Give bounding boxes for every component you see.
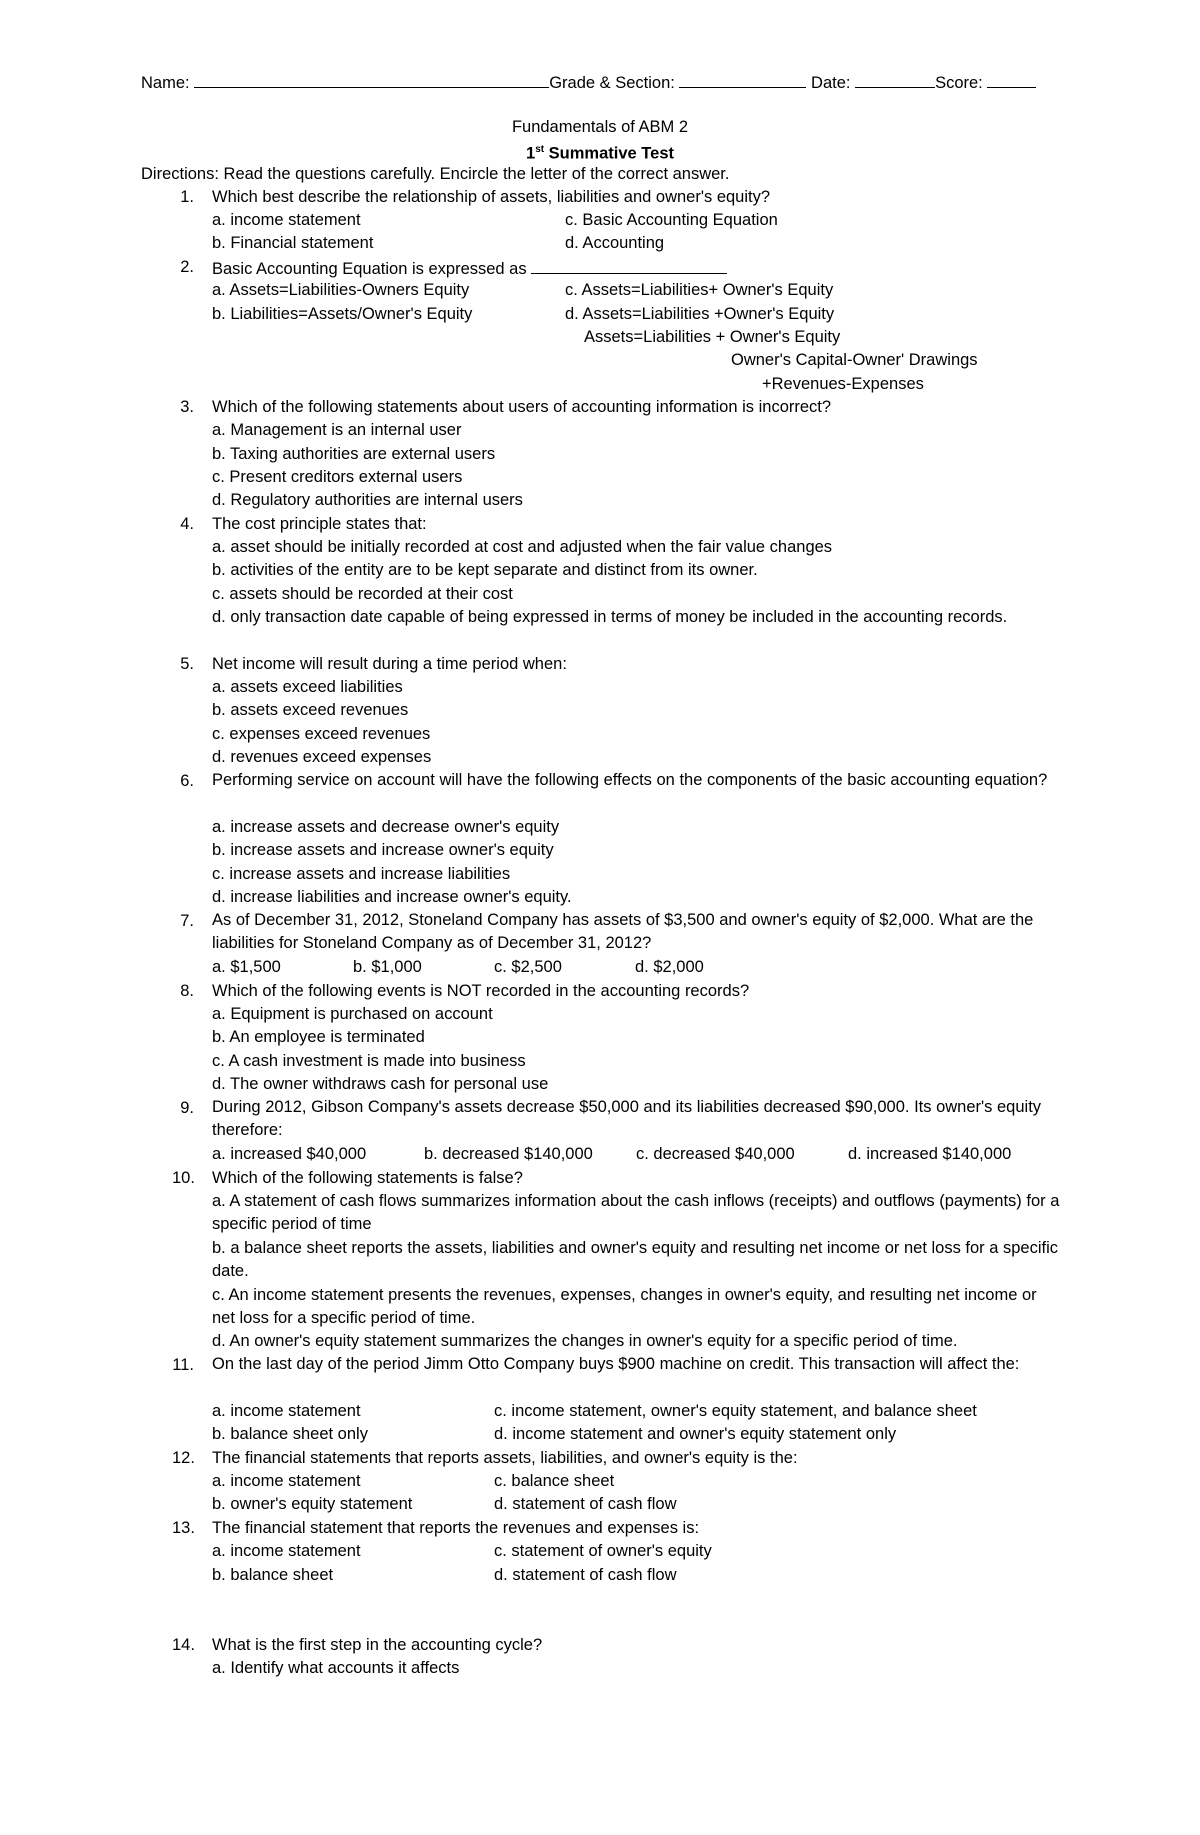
option: d. Accounting [565,234,665,252]
question-number: 8. [180,982,194,1000]
question-text: Net income will result during a time period when: [212,655,567,673]
option: a. Assets=Liabilities-Owners Equity [212,281,470,299]
equation-line: +Revenues-Expenses [762,375,924,393]
option: a. Equipment is purchased on account [212,1005,493,1023]
option: c. decreased $40,000 [636,1145,795,1163]
question-number: 13. [172,1519,195,1537]
option: b. balance sheet only [212,1425,368,1443]
option: d. increased $140,000 [848,1145,1012,1163]
question-number: 14. [172,1636,195,1654]
option: a. Management is an internal user [212,421,462,439]
option: b. balance sheet [212,1566,334,1584]
question-text: The financial statements that reports assets, liabilities, and owner's equity is the: [212,1449,798,1467]
option: b. a balance sheet reports the assets, liabilities and owner's equity and resulting net income or net loss for a specific date. [212,1239,1059,1281]
name-label: Name: [141,74,190,92]
equation-line: Owner's Capital-Owner' Drawings [731,351,978,369]
option: d. An owner's equity statement summarizes the changes in owner's equity for a specific period of time. [212,1332,958,1350]
option: b. decreased $140,000 [424,1145,593,1163]
option: d. Regulatory authorities are internal users [212,491,523,509]
grade-blank [679,71,806,88]
option: c. An income statement presents the revenues, expenses, changes in owner's equity, and resulting net income or net loss for a specific period of time. [212,1286,1037,1328]
score-blank [987,71,1036,88]
directions: Directions: Read the questions carefully. Encircle the letter of the correct answer. [141,165,730,183]
option: a. increased $40,000 [212,1145,367,1163]
question-number: 10. [172,1169,195,1187]
question-text: Which of the following events is NOT recorded in the accounting records? [212,982,750,1000]
question-text: Performing service on account will have the following effects on the components of the basic accounting equation? [212,771,1048,789]
date-label: Date: [811,74,851,92]
question-text: Basic Accounting Equation is expressed as [212,257,727,279]
question-number: 4. [180,515,194,533]
option: a. increase assets and decrease owner's equity [212,818,560,836]
option: b. owner's equity statement [212,1495,413,1513]
option: c. balance sheet [494,1472,615,1490]
question-text: As of December 31, 2012, Stoneland Company has assets of $3,500 and owner's equity of $2,000. What are the liabilities for Stoneland Company as of December 31, 2012? [212,911,1034,953]
question-number: 3. [180,398,194,416]
option: a. income statement [212,1542,361,1560]
option: c. Assets=Liabilities+ Owner's Equity [565,281,834,299]
option: a. Identify what accounts it affects [212,1659,460,1677]
question-number: 12. [172,1449,195,1467]
question-number: 2. [180,258,194,276]
question-text: Which best describe the relationship of assets, liabilities and owner's equity? [212,188,771,206]
header-line [141,71,1036,93]
option: c. A cash investment is made into business [212,1052,526,1070]
question-number: 9. [180,1099,194,1117]
option: b. Liabilities=Assets/Owner's Equity [212,305,473,323]
option: a. income statement [212,1402,361,1420]
option: d. only transaction date capable of being expressed in terms of money be included in the accounting records. [212,608,1008,626]
option: d. statement of cash flow [494,1566,677,1584]
question-text: What is the first step in the accounting cycle? [212,1636,543,1654]
test-title: 1st Summative Test [526,144,674,163]
option: b. Financial statement [212,234,374,252]
option: a. asset should be initially recorded at cost and adjusted when the fair value changes [212,538,833,556]
option: c. increase assets and increase liabilities [212,865,511,883]
option: b. $1,000 [353,958,422,976]
option: c. expenses exceed revenues [212,725,431,743]
option: c. Basic Accounting Equation [565,211,778,229]
grade-label: Grade & Section: [549,74,675,92]
question-number: 11. [172,1356,194,1374]
option: b. An employee is terminated [212,1028,425,1046]
option: b. activities of the entity are to be kept separate and distinct from its owner. [212,561,758,579]
option: d. income statement and owner's equity statement only [494,1425,897,1443]
equation-line: Assets=Liabilities + Owner's Equity [584,328,841,346]
option: a. assets exceed liabilities [212,678,403,696]
question-number: 6. [180,772,194,790]
question-text: Which of the following statements about users of accounting information is incorrect? [212,398,832,416]
question-text: Which of the following statements is false? [212,1169,523,1187]
question-number: 1. [180,188,194,206]
option: b. increase assets and increase owner's equity [212,841,554,859]
question-text: On the last day of the period Jimm Otto Company buys $900 machine on credit. This transaction will affect the: [212,1355,1020,1373]
option: a. income statement [212,1472,361,1490]
option: d. Assets=Liabilities +Owner's Equity [565,305,835,323]
option: c. income statement, owner's equity statement, and balance sheet [494,1402,977,1420]
name-blank [194,71,549,88]
option: c. $2,500 [494,958,562,976]
option: d. increase liabilities and increase owner's equity. [212,888,572,906]
question-text: The cost principle states that: [212,515,427,533]
subject-title: Fundamentals of ABM 2 [511,118,689,136]
option: a. A statement of cash flows summarizes information about the cash inflows (receipts) and outflows (payments) for a specific period of time [212,1192,1060,1234]
score-label: Score: [935,74,983,92]
option: a. income statement [212,211,361,229]
answer-blank [531,257,727,274]
option: d. revenues exceed expenses [212,748,432,766]
option: a. $1,500 [212,958,281,976]
question-text: The financial statement that reports the revenues and expenses is: [212,1519,700,1537]
option: b. Taxing authorities are external users [212,445,496,463]
option: c. assets should be recorded at their cost [212,585,513,603]
question-number: 7. [180,912,194,930]
option: b. assets exceed revenues [212,701,409,719]
option: d. The owner withdraws cash for personal use [212,1075,549,1093]
question-number: 5. [180,655,194,673]
option: d. $2,000 [635,958,704,976]
date-blank [855,71,935,88]
option: c. statement of owner's equity [494,1542,712,1560]
option: c. Present creditors external users [212,468,463,486]
option: d. statement of cash flow [494,1495,677,1513]
question-text: During 2012, Gibson Company's assets decrease $50,000 and its liabilities decreased $90,000. Its owner's equity therefore: [212,1098,1042,1140]
